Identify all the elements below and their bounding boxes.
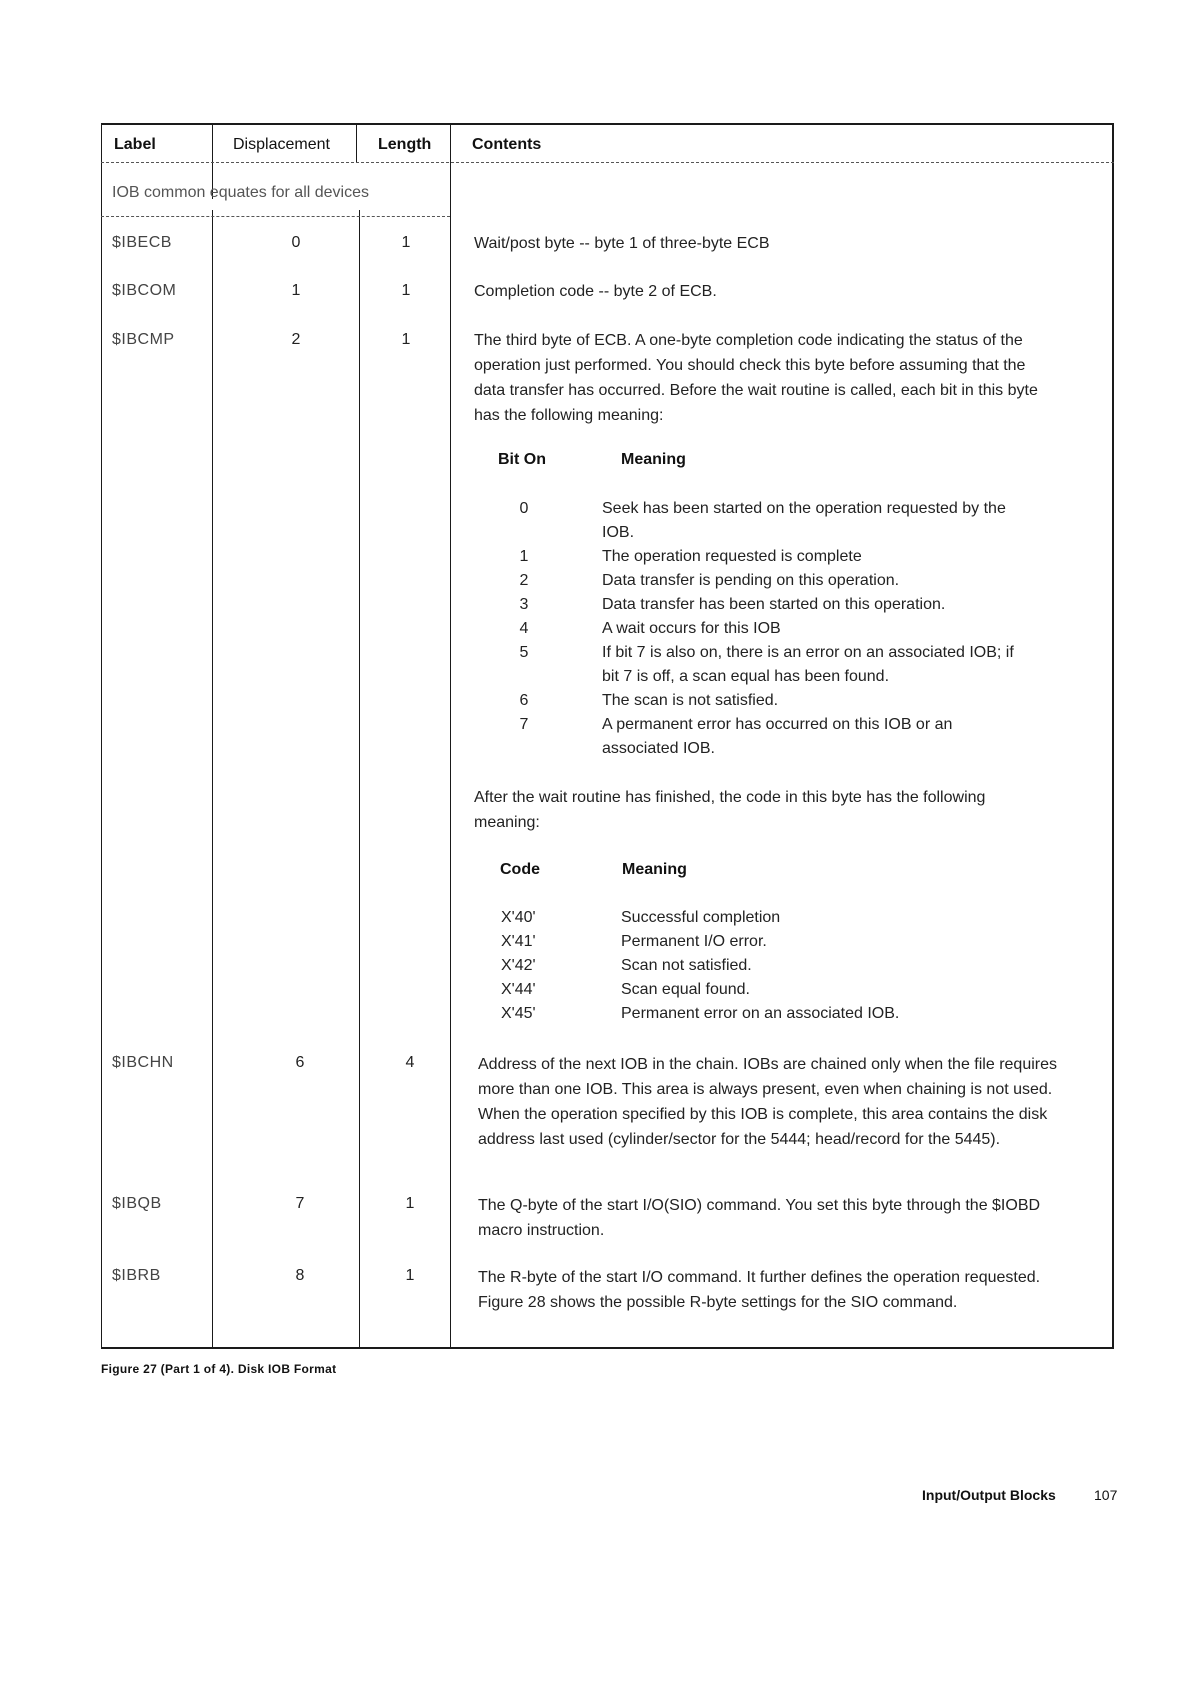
bit-number: 4 (519, 620, 529, 637)
column-divider (212, 210, 213, 1349)
row-label: $IBQB (112, 1195, 162, 1212)
bit-meaning: A permanent error has occurred on this IOB or an associated IOB. (602, 716, 953, 757)
row-displacement: 2 (291, 331, 301, 348)
code-meaning: Scan equal found. (621, 981, 750, 998)
bit-meaning: Seek has been started on the operation requested by the IOB. (602, 500, 1006, 541)
header-displacement: Displacement (233, 136, 330, 153)
row-label: $IBECB (112, 234, 172, 251)
bit-meaning: The scan is not satisfied. (602, 692, 779, 709)
code-value: X'45' (501, 1005, 536, 1022)
row-displacement: 8 (295, 1267, 305, 1284)
row-contents: Wait/post byte -- byte 1 of three-byte ECB (474, 235, 770, 252)
row-length: 1 (405, 1267, 415, 1284)
code-value: X'40' (501, 909, 536, 926)
code-meaning: Scan not satisfied. (621, 957, 752, 974)
row-length: 1 (405, 1195, 415, 1212)
bit-meaning: Data transfer has been started on this operation. (602, 596, 946, 613)
row-contents: Completion code -- byte 2 of ECB. (474, 283, 717, 300)
code-table-header-meaning: Meaning (622, 861, 687, 878)
bit-number: 1 (519, 548, 529, 565)
row-label: $IBCOM (112, 282, 177, 299)
column-divider (359, 210, 360, 1349)
code-meaning: Permanent I/O error. (621, 933, 767, 950)
bit-number: 5 (519, 644, 529, 661)
code-meaning: Permanent error on an associated IOB. (621, 1005, 900, 1022)
bit-table-header-bit: Bit On (498, 451, 546, 468)
bit-table-header-meaning: Meaning (621, 451, 686, 468)
row-displacement: 7 (295, 1195, 305, 1212)
bit-number: 2 (519, 572, 529, 589)
figure-caption: Figure 27 (Part 1 of 4). Disk IOB Format (101, 1362, 337, 1376)
bit-meaning: If bit 7 is also on, there is an error on an associated IOB; if bit 7 is off, a scan equal has been found. (602, 644, 1014, 685)
header-divider (101, 162, 1114, 163)
row-contents: The R-byte of the start I/O command. It further defines the operation requested. Figure 28 shows the possible R-byte settings for the SIO command. (478, 1269, 1041, 1311)
row-contents: The third byte of ECB. A one-byte completion code indicating the status of the operation just performed. You should check this byte before assuming that the data transfer has occurred. Before the wait routine is called, each bit in this byte has the following meaning: (474, 332, 1038, 424)
bit-number: 6 (519, 692, 529, 709)
after-wait-text: After the wait routine has finished, the code in this byte has the following meaning: (474, 789, 986, 831)
code-value: X'41' (501, 933, 536, 950)
bit-meaning: The operation requested is complete (602, 548, 862, 565)
footer-title: Input/Output Blocks (922, 1487, 1056, 1503)
row-length: 1 (401, 282, 411, 299)
bit-meaning: Data transfer is pending on this operation. (602, 572, 900, 589)
row-contents: Address of the next IOB in the chain. IOBs are chained only when the file requires more than one IOB. This area is always present, even when chaining is not used. When the operation specified by this IOB is complete, this area contains the disk address last used (cylinder/sector for the 5444; head/record for the 5445). (478, 1056, 1057, 1148)
row-length: 1 (401, 331, 411, 348)
row-label: $IBRB (112, 1267, 161, 1284)
section-divider (101, 216, 450, 217)
bit-number: 3 (519, 596, 529, 613)
page-number: 107 (1094, 1487, 1118, 1503)
code-meaning: Successful completion (621, 909, 781, 926)
header-length: Length (378, 136, 432, 153)
row-length: 1 (401, 234, 411, 251)
header-contents: Contents (472, 136, 542, 153)
row-length: 4 (405, 1054, 415, 1071)
code-value: X'42' (501, 957, 536, 974)
row-contents: The Q-byte of the start I/O(SIO) command. You set this byte through the $IOBD macro instruction. (478, 1197, 1041, 1239)
row-displacement: 0 (291, 234, 301, 251)
row-label: $IBCHN (112, 1054, 174, 1071)
section-title: IOB common equates for all devices (112, 184, 370, 201)
code-table-header-code: Code (500, 861, 540, 878)
column-divider (450, 123, 451, 1349)
bit-number: 0 (519, 500, 529, 517)
code-value: X'44' (501, 981, 536, 998)
row-displacement: 1 (291, 282, 301, 299)
bit-meaning: A wait occurs for this IOB (602, 620, 781, 637)
bit-number: 7 (519, 716, 529, 733)
column-divider (356, 123, 357, 163)
header-label: Label (114, 136, 156, 153)
row-label: $IBCMP (112, 331, 175, 348)
row-displacement: 6 (295, 1054, 305, 1071)
